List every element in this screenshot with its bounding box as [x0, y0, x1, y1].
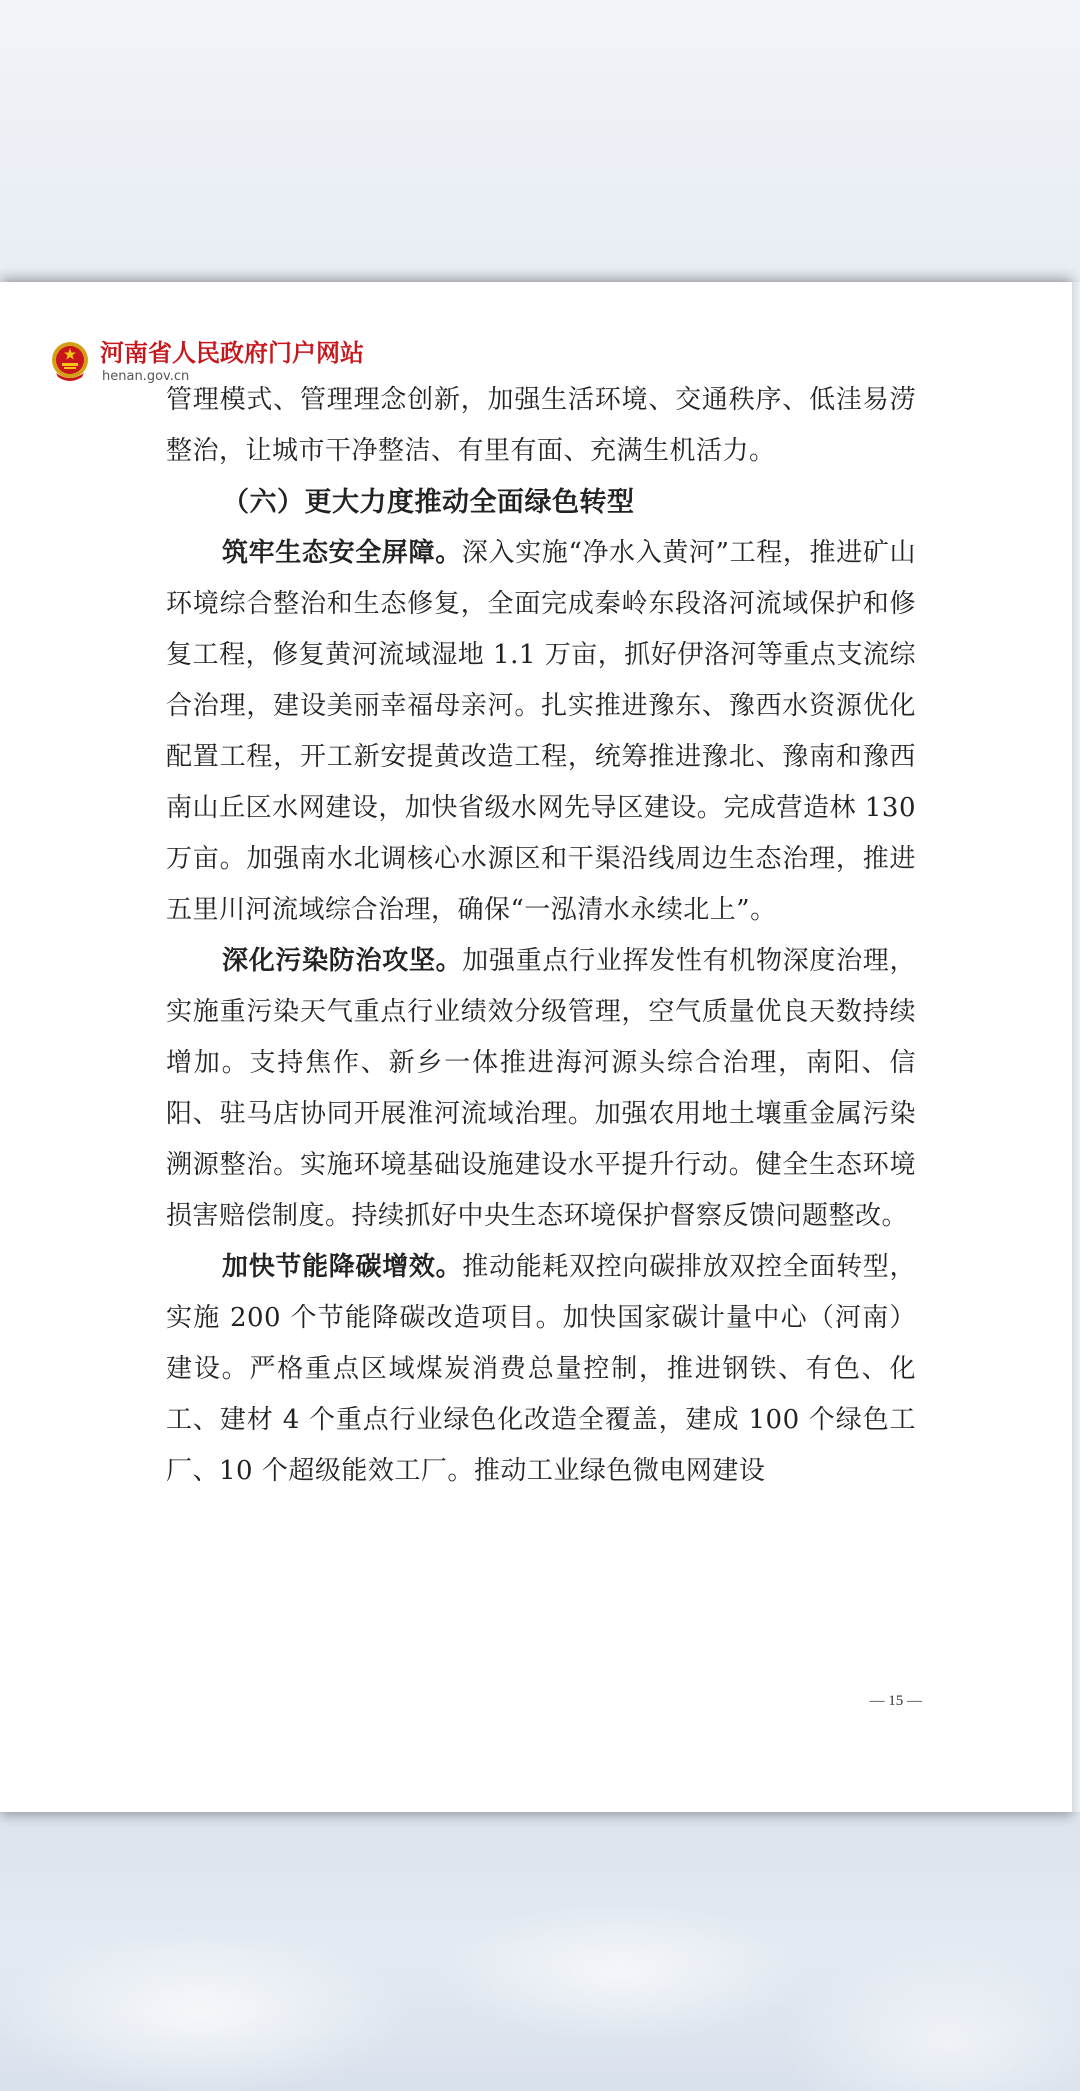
paragraph-lead-ecological-barrier: 筑牢生态安全屏障。 [222, 538, 462, 568]
site-name[interactable]: 河南省人民政府门户网站 [100, 339, 364, 367]
page-edge-shadow [1072, 282, 1080, 1812]
paragraph-continued: 管理模式、管理理念创新，加强生活环境、交通秩序、低洼易涝整治，让城市干净整洁、有里有面、充满生机活力。 [166, 385, 916, 466]
paragraph-lead-energy-carbon: 加快节能降碳增效。 [222, 1252, 463, 1282]
site-domain[interactable]: henan.gov.cn [102, 369, 190, 384]
paragraph-text-energy-carbon: 推动能耗双控向碳排放双控全面转型，实施 200 个节能降碳改造项目。加快国家碳计量中心（河南）建设。严格重点区域煤炭消费总量控制，推进钢铁、有色、化工、建材 4 个重点行业绿色化改造全覆盖，建成 100 个绿色工厂、10 个超级能效工厂。推动工业绿色微电网建设 [166, 1252, 916, 1486]
paragraph-lead-pollution-control: 深化污染防治攻坚。 [222, 946, 463, 976]
background-bottom [0, 1812, 1080, 2091]
section-heading: （六）更大力度推动全面绿色转型 [222, 487, 635, 518]
paragraph-energy-carbon [166, 1242, 916, 1497]
paragraph-text-pollution-control: 加强重点行业挥发性有机物深度治理，实施重污染天气重点行业绩效分级管理，空气质量优良天数持续增加。支持焦作、新乡一体推进海河源头综合治理，南阳、信阳、驻马店协同开展淮河流域治理。加强农用地土壤重金属污染溯源整治。实施环境基础设施建设水平提升行动。健全生态环境损害赔偿制度。持续抓好中央生态环境保护督察反馈问题整改。 [166, 946, 916, 1231]
paragraph-text-ecological-barrier: 深入实施“净水入黄河”工程，推进矿山环境综合整治和生态修复，全面完成秦岭东段洛河流域保护和修复工程，修复黄河流域湿地 1.1 万亩，抓好伊洛河等重点支流综合治理，建设美丽幸福母亲河。扎实推进豫东、豫西水资源优化配置工程，开工新安提黄改造工程，统筹推进豫北、豫南和豫西南山丘区水网建设，加快省级水网先导区建设。完成营造林 130 万亩。加强南水北调核心水源区和干渠沿线周边生态治理，推进五里川河流域综合治理，确保“一泓清水永续北上”。 [166, 538, 916, 925]
page-number: — 15 — [869, 1693, 922, 1709]
paragraph-ecological-barrier [166, 528, 916, 936]
background-top [0, 0, 1080, 282]
document-page [0, 282, 1072, 1812]
paragraph-pollution-control [166, 936, 916, 1242]
document-body [166, 375, 916, 1497]
national-emblem-icon [50, 339, 90, 385]
